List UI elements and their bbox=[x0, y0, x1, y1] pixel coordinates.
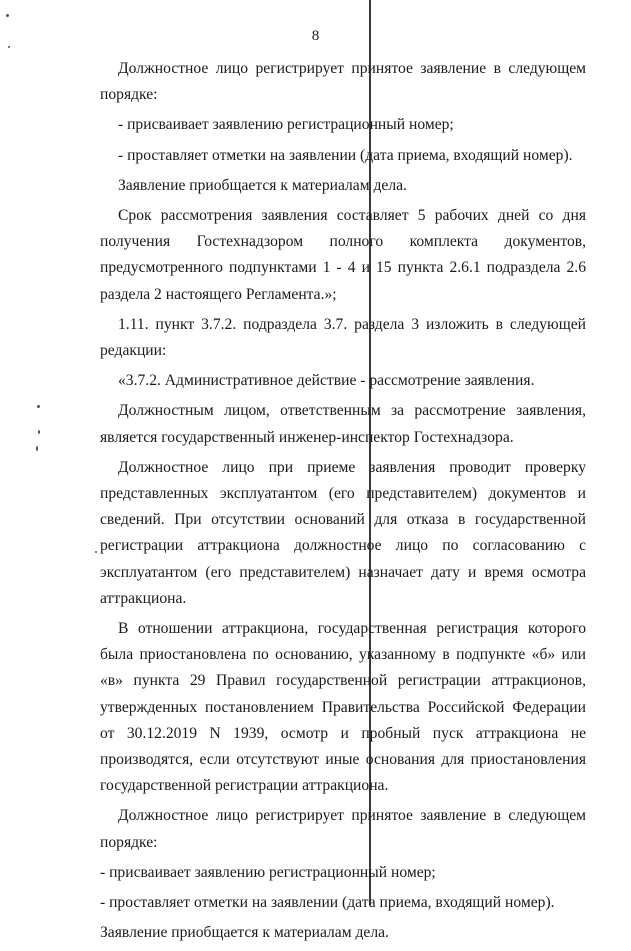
paragraph: Должностное лицо регистрирует принятое заявление в следующем порядке: bbox=[100, 807, 586, 851]
paragraph: Должностное лицо при приеме заявления проводит проверку представленных эксплуатантом (его представителем) документов и сведений. При отсутствии оснований для отказа в государственной регистрации аттракциона должностное лицо по согласованию с эксплуатантом (его представителем) назначает дату и время осмотра аттракциона. bbox=[100, 458, 586, 607]
scan-speck bbox=[37, 405, 40, 408]
paragraph: Срок рассмотрения заявления составляет 5 рабочих дней со дня получения Гостехнадзором полного комплекта документов, предусмотренного подпунктами 1 - 4 и 15 пункта 2.6.1 подраздела 2.6 раздела 2 настоящего Регламента.»; bbox=[100, 207, 586, 303]
scan-speck bbox=[38, 430, 40, 434]
paragraph: Заявление приобщается к материалам дела. bbox=[118, 176, 407, 194]
list-item: - проставляет отметки на заявлении (дата приема, входящий номер). bbox=[100, 894, 555, 912]
scan-speck bbox=[6, 14, 9, 17]
paragraph: Заявление приобщается к материалам дела. bbox=[100, 924, 389, 942]
list-item: - присваивает заявлению регистрационный номер; bbox=[100, 863, 436, 881]
list-item: - присваивает заявлению регистрационный номер; bbox=[118, 116, 454, 134]
list-item: - проставляет отметки на заявлении (дата приема, входящий номер). bbox=[118, 146, 573, 164]
scan-speck bbox=[36, 446, 38, 451]
paragraph: Должностным лицом, ответственным за рассмотрение заявления, является государственный инженер-инспектор Гостехнадзора. bbox=[100, 402, 586, 446]
scan-speck bbox=[8, 46, 10, 48]
paragraph: «3.7.2. Административное действие - рассмотрение заявления. bbox=[118, 372, 535, 390]
page-number: 8 bbox=[311, 28, 320, 44]
paragraph: В отношении аттракциона, государственная регистрация которого была приостановлена по основанию, указанному в подпункте «б» или «в» пункта 29 Правил государственной регистрации аттракционов, утвержденных постановлением Правительства Российской Федерации от 30.12.2019 N 1939, осмотр и пробный пуск аттракциона не производятся, если отсутствуют иные основания для приостановления государственной регистрации аттракциона. bbox=[100, 620, 586, 795]
scan-speck bbox=[95, 551, 97, 553]
paragraph: 1.11. пункт 3.7.2. подраздела 3.7. раздела 3 изложить в следующей редакции: bbox=[100, 315, 586, 360]
paragraph: Должностное лицо регистрирует принятое заявление в следующем порядке: bbox=[100, 60, 586, 104]
document-body bbox=[100, 56, 586, 951]
